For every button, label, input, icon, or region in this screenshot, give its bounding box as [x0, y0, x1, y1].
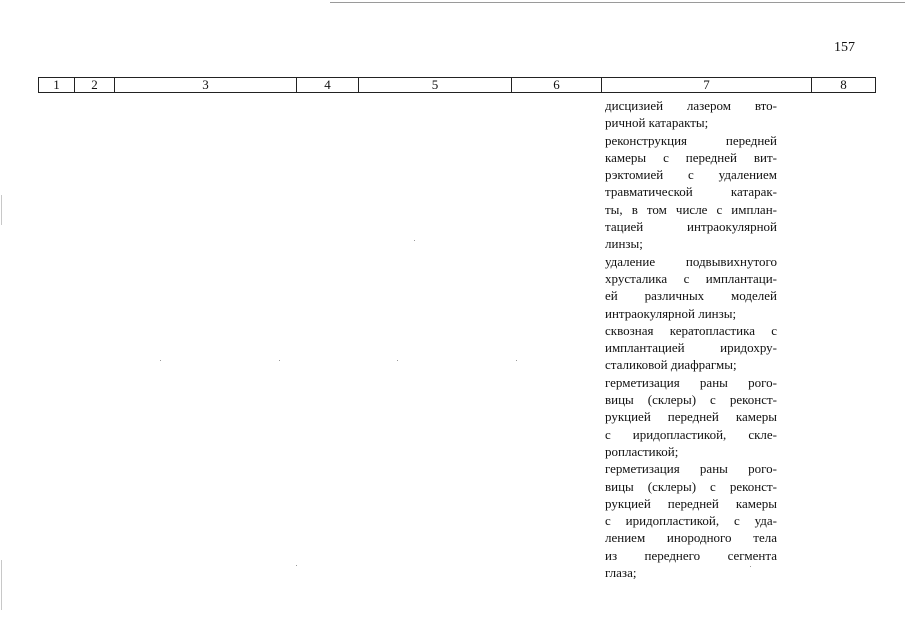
header-cell-2: 2 [75, 78, 115, 92]
text-line: линзы; [605, 236, 643, 252]
text-line: глаза; [605, 565, 637, 581]
header-cell-7: 7 [602, 78, 812, 92]
scan-edge-mark [1, 195, 2, 225]
text-line: рукцией передней камеры [605, 495, 777, 511]
text-line: ты, в том числе с имплан- [605, 201, 777, 217]
text-line: вицы (склеры) с реконст- [605, 392, 777, 408]
table-header-row [38, 77, 876, 93]
text-line: сталиковой диафрагмы; [605, 357, 737, 373]
text-line: из переднего сегмента [605, 547, 777, 563]
text-line: ричной катаракты; [605, 115, 709, 131]
page-number: 157 [834, 40, 855, 55]
header-cell-6: 6 [512, 78, 602, 92]
text-line: дисцизией лазером вто- [605, 98, 777, 113]
top-rule [330, 2, 905, 3]
header-cell-3: 3 [115, 78, 297, 92]
text-line: рукцией передней камеры [605, 409, 777, 425]
text-line: реконструкция передней [605, 132, 777, 148]
text-line: вицы (склеры) с реконст- [605, 478, 777, 494]
text-line: ропластикой; [605, 443, 679, 459]
text-line: хрусталика с имплантаци- [605, 270, 777, 286]
text-line: герметизация раны рого- [605, 461, 777, 477]
text-line: имплантацией иридохру- [605, 340, 777, 356]
text-line: лением инородного тела [605, 530, 777, 546]
text-line: сквозная кератопластика с [605, 322, 777, 338]
text-line: с иридопластикой, с уда- [605, 513, 777, 529]
header-cell-8: 8 [840, 77, 847, 92]
scan-speck [397, 360, 398, 361]
scan-speck [160, 360, 161, 361]
text-line: герметизация раны рого- [605, 374, 777, 390]
text-line: тацией интраокулярной [605, 219, 777, 235]
scan-edge-mark [1, 560, 2, 610]
scan-speck [279, 360, 280, 361]
scan-speck [414, 240, 415, 241]
scan-speck [516, 360, 517, 361]
text-line: камеры с передней вит- [605, 149, 777, 165]
scan-speck [750, 566, 751, 567]
text-line: с иридопластикой, скле- [605, 426, 777, 442]
scan-speck [296, 565, 297, 566]
column-7-text [605, 97, 777, 581]
header-cell-1: 1 [39, 78, 75, 92]
text-line: рэктомией с удалением [605, 167, 777, 183]
header-cell-4: 4 [297, 78, 359, 92]
text-line: ей различных моделей [605, 288, 777, 304]
text-line: интраокулярной линзы; [605, 305, 737, 321]
text-line: травматической катарак- [605, 184, 777, 200]
header-cell-5: 5 [359, 78, 512, 92]
text-line: удаление подвывихнутого [605, 253, 777, 269]
